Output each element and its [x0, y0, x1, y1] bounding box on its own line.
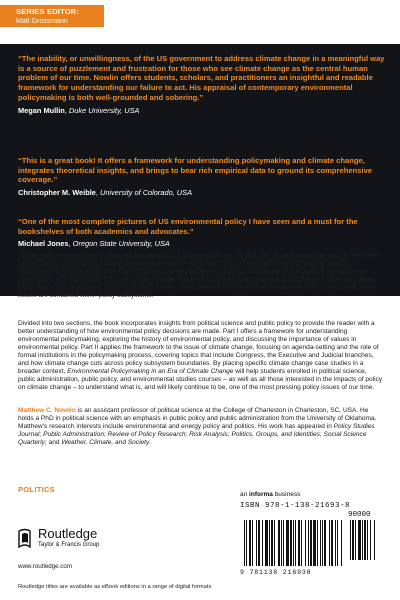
category-label: POLITICS — [18, 485, 55, 494]
informa-business — [240, 491, 300, 498]
routledge-logo-icon — [18, 528, 32, 548]
endorser-affiliation: University of Colorado, USA — [100, 188, 193, 198]
bio-text: . — [149, 439, 152, 447]
barcode-digits: 9 781138 216938 — [240, 569, 312, 576]
endorsement-1 — [18, 54, 386, 115]
addon-barcode-bars — [350, 520, 384, 568]
publisher-name: Routledge — [38, 526, 98, 541]
author-name: Matthew C. Nowlin — [18, 407, 76, 414]
ebook-note: Routledge titles are available as eBook editions in a range of digital formats — [18, 584, 212, 590]
description-paragraph-1 — [18, 252, 384, 300]
endorser-name: Michael Jones — [18, 239, 69, 249]
description-text: applies recent policy scholarship to questions of environmental governance, with a particular focus on climate change. The book examines how competing political actors influence policies within and across institutions, focusing on both a macro-level, where formal bodies set the agenda, and a meso-level, where issues are contained within policy subsystems. — [18, 268, 377, 300]
description-text: will help students enrolled in political science, public administration, public policy, and environmental studies courses – as well as all those interested in the impacts of policy on climate change – to understand what is, and will likely continue to be, one of the most pressing policy issues of our time. — [18, 368, 383, 392]
description-text: Divided into two sections, the book incorporates insights from political science and public policy to provide the reader with a better understanding of how environmental policy decisions are made. Part I offers a framework for understanding environmental policymaking, exploring the history of environmental policy, and discussing the importance of values in environmental policy. Part II applies the framework to the issue of climate change, focusing on agenda-setting and the role of formal institutions in the policymaking process, covering topics that include Congress, the Executive and Judicial branches, and how climate change cuts across policy subsystem boundaries. By placing specific climate change case studies in a broader context, — [18, 320, 379, 376]
endorsement-quote: “This is a great book! It offers a framework for understanding policymaking and climate change, integrates theoretical insights, and brings to bear rich empirical data to ground its comprehensive coverage.” — [18, 156, 373, 185]
publisher-logo — [18, 526, 138, 566]
endorser-affiliation: Oregon State University, USA — [72, 239, 170, 249]
endorsement-quote: “One of the most complete pictures of US environmental policy I have seen and a must for the bookshelves of both academics and advocates.” — [18, 217, 358, 236]
author-bio — [18, 407, 384, 447]
bio-text: and — [46, 439, 62, 447]
isbn-number: ISBN 978-1-138-21693-8 — [240, 502, 351, 510]
endorser-name: Christopher M. Weible — [18, 188, 96, 198]
publisher-website: www.routledge.com — [18, 563, 72, 570]
endorser-name: Megan Mullin — [18, 105, 65, 115]
series-editor-name: Matt Grossmann — [16, 18, 68, 25]
barcode-bars — [244, 520, 344, 568]
isbn-barcode — [240, 502, 386, 577]
publisher-group: Taylor & Francis Group — [38, 542, 100, 548]
informa-prefix: an — [240, 491, 250, 498]
endorsement-attribution: Michael Jones, Oregon State University, USA — [18, 239, 170, 249]
description-text: As the world considers how to deal with the impacts of a changing climate, it's vital that we understand the ways in which the United States' policymaking process addresses environmental issues. A mix of existing theory and original analysis, — [18, 252, 379, 268]
book-title: Environmental Policymaking in an Era of Climate Change — [18, 268, 185, 276]
informa-suffix: business — [272, 491, 301, 498]
book-title: Environmental Policymaking in an Era of Climate Change — [67, 368, 234, 376]
description-paragraph-2 — [18, 320, 384, 392]
bio-text: is an assistant professor of political science at the College of Charleston in Charleston, SC, USA. He holds a PhD in political science with an emphasis in public policy and public administration from the University of Oklahoma. Matthew's research interests include environmental and energy policy and politics. His work has appeared in — [18, 407, 377, 431]
informa-brand: informa — [249, 491, 273, 498]
endorsement-3 — [18, 217, 386, 248]
endorsement-quote: “The inability, or unwillingness, of the US government to address climate change in a meaningful way is a source of puzzlement and frustration for those who see climate change as the central human problem of our time. Nowlin offers students, scholars, and practitioners an insightful and readable framework for understanding our failure to act. His appraisal of contemporary environmental policymaking is both well-grounded and sobering.” — [18, 54, 385, 102]
series-editor-label: SERIES EDITOR: — [16, 7, 80, 16]
endorsement-attribution: Megan Mullin, Duke University, USA — [18, 105, 140, 115]
endorsement-attribution: Christopher M. Weible, University of Colorado, USA — [18, 188, 193, 198]
series-editor-box — [0, 5, 104, 27]
journal-list: Policy Studies Journal; Public Administration; Review of Policy Research; Risk Analysis; Politics, Groups, and Identities; Social Science Quarterly; — [18, 423, 375, 447]
journal-name: Weather, Climate, and Society — [61, 439, 150, 447]
endorser-affiliation: Duke University, USA — [68, 105, 140, 115]
price-code: 90000 — [348, 511, 371, 519]
endorsement-2 — [18, 156, 386, 197]
